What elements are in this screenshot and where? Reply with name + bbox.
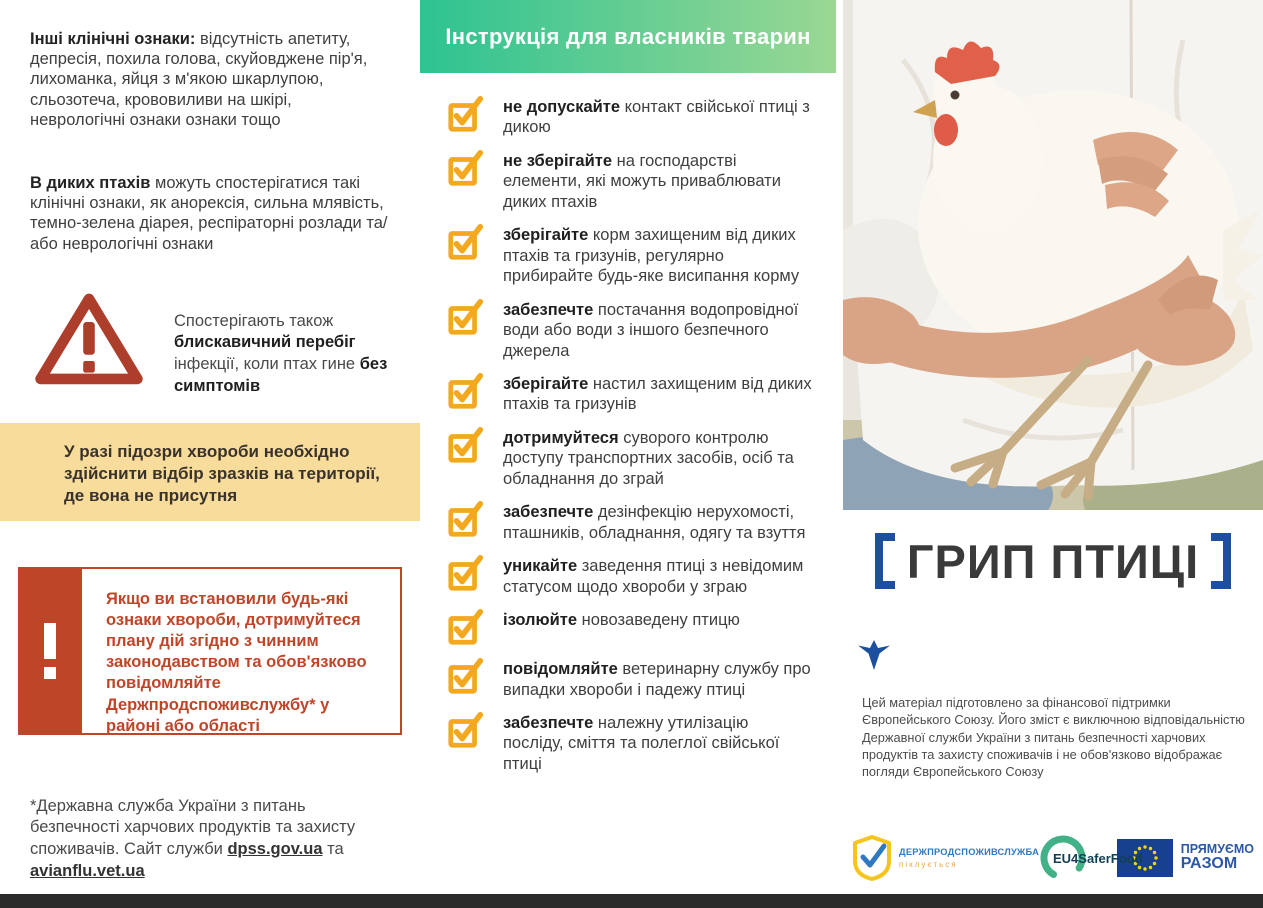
down-star-icon [858,640,890,670]
eu-slogan-line2: РАЗОМ [1180,855,1238,873]
clinical-signs-body: відсутність апетиту, депресія, похила голова, скуйовджене пір'я, лихоманка, яйця з м'якою шкарлупою, сльозотеча, крововиливи на шкірі, неврологічні ознаки ознаки тощо [30,29,368,130]
eu-disclaimer: Цей матеріал підготовлено за фінансової підтримки Європейського Союзу. Його зміст є виключною відповідальністю Державної служби України з питань безпечності харчових продуктів та захисту споживачів і не обов'язково відображає погляди Європейського Союзу [862,694,1245,780]
wild-birds-body: можуть спостерігатися такі клінічні ознаки, як анорексія, сильна млявість, темно-зелена діарея, респіраторні розлади та/або неврологічні ознаки [30,173,388,253]
footnote [30,796,378,883]
sampling-notice-text: У разі підозри хвороби необхідно здійснити відбір зразків на території, де вона не присутня [64,442,380,506]
list-item: уникайте заведення птиці з невідомим статусом щодо хвороби у зграю [447,556,839,597]
main-title-block [843,533,1263,589]
list-item: зберігайте настил захищеним від диких птахів та гризунів [447,374,839,415]
checkbox-checked-icon [447,298,485,336]
footnote-text: *Державна служба України з питань безпечності харчових продуктів та захисту споживачів. Сайт служби [30,796,356,859]
left-bracket-icon [875,533,895,589]
clinical-signs-lead: Інші клінічні ознаки: [30,29,196,48]
checkbox-checked-icon [447,149,485,187]
list-item: забезпечте належну утилізацію посліду, сміття та полеглої свійської птиці [447,713,839,774]
partner-logos [852,829,1254,887]
list-item: не зберігайте на господарстві елементи, які можуть приваблювати диких птахів [447,151,839,212]
dpss-tagline: піклується [899,860,958,869]
list-item: не допускайте контакт свійської птиці з дикою [447,97,839,138]
wild-birds-paragraph [30,173,390,255]
list-item: повідомляйте ветеринарну службу про випадки хвороби і падежу птиці [447,659,839,700]
warning-triangle-icon [30,288,148,394]
checkbox-checked-icon [447,426,485,464]
footnote-and: та [322,840,344,859]
checkbox-checked-icon [447,608,485,646]
checkbox-checked-icon [447,554,485,592]
sampling-notice-box [0,423,420,521]
alert-seg1: Спостерігають також [174,311,334,330]
checkbox-checked-icon [447,372,485,410]
list-item: зберігайте корм захищеним від диких птахів та гризунів, регулярно прибирайте будь-яке висипання корму [447,225,839,286]
eu4saferfood-label: EU4SaferFood [1052,851,1143,866]
list-item: дотримуйтеся суворого контролю доступу транспортних засобів, осіб та обладнання до зграй [447,428,839,489]
checkbox-checked-icon [447,657,485,695]
instructions-header [420,0,836,73]
bottom-bar [0,894,1263,908]
report-alert-box [18,567,402,735]
eu4saferfood-logo [1039,834,1143,882]
dpss-logo [852,834,1039,882]
list-item: ізолюйте новозаведену птицю [447,610,839,646]
sudden-death-note [174,311,412,398]
dpss-link[interactable]: dpss.gov.ua [227,840,323,859]
avianflu-link[interactable]: avianflu.vet.ua [30,861,145,880]
right-bracket-icon [1211,533,1231,589]
shield-check-icon [852,834,892,882]
eu-slogan-line1: ПРЯМУЄМО [1180,842,1254,857]
wild-birds-lead: В диких птахів [30,173,151,192]
list-item: забезпечте постачання водопровідної води або води з іншого безпечного джерела [447,300,839,361]
clinical-signs-paragraph [30,29,390,131]
checkbox-checked-icon [447,500,485,538]
alert-seg3: інфекції, коли птах гине [174,355,360,374]
owner-checklist [447,97,839,787]
alert-seg2: блискавичний перебіг [174,333,356,352]
list-item: забезпечте дезінфекцію нерухомості, пташників, обладнання, одягу та взуття [447,502,839,543]
report-alert-text: Якщо ви встановили будь-які ознаки хвороби, дотримуйтеся плану дій згідно з чинним законодавством та обов'язково повідомляйте Держпродспоживслужбу* у районі або області [82,567,402,735]
checkbox-checked-icon [447,711,485,749]
photo-person-holding-chicken [843,0,1263,510]
checkbox-checked-icon [447,223,485,261]
alert-seg4: без симптомів [174,355,388,395]
page-title: ГРИП ПТИЦІ [906,534,1200,588]
dpss-name: ДЕРЖПРОДСПОЖИВСЛУЖБА [899,847,1039,857]
instructions-header-label: Інструкція для власників тварин [445,23,811,49]
exclamation-icon [18,567,82,735]
checkbox-checked-icon [447,95,485,133]
